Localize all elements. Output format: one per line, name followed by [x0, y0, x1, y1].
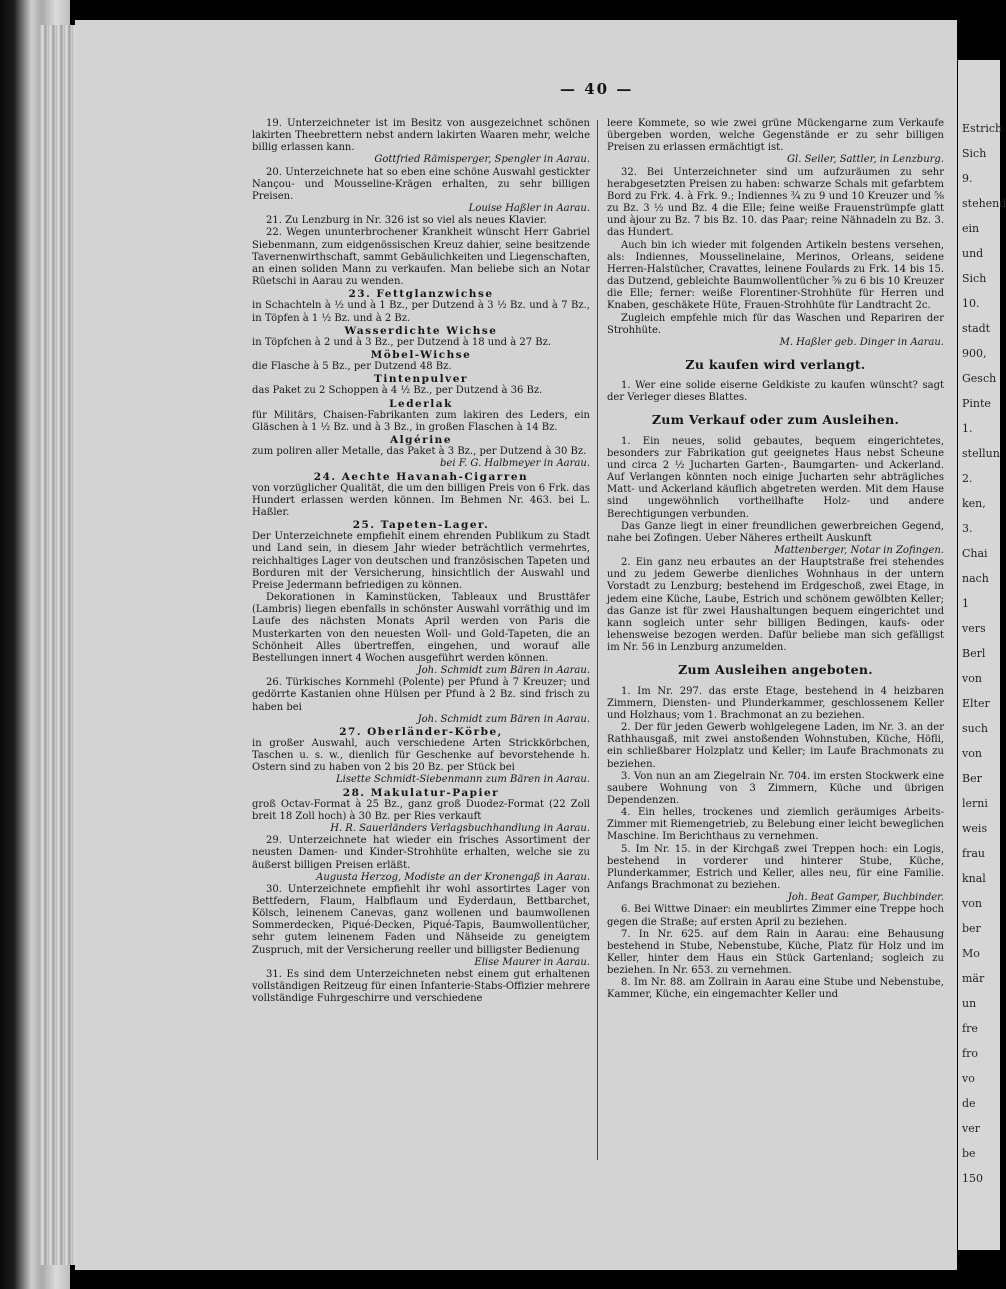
left-paragraph: Dekorationen in Kaminstücken, Tableaux und Brusttäfer (Lambris) liegen ebenfalls in schönster Auswahl vorräthig und im Laufe des nächsten Monats April werden von Paris die Musterkarten von den neuesten Woll- und Gold-Tapeten, die an Schönheit Alles übertreffen, eingehen, und worauf alle Bestellungen innert 4 Wochen ausgeführt werden können.	[252, 592, 590, 664]
adjacent-page-text: stellun	[962, 447, 1000, 460]
right-paragraph: 4. Ein helles, trockenes und ziemlich geräumiges Arbeits-Zimmer mit Riemengetrieb, zu Belebung einer leicht beweglichen Maschine. Im Berichthaus zu vernehmen.	[607, 807, 944, 843]
left-advert-heading: 24. Aechte Havanah-Cigarren	[313, 470, 529, 483]
right-paragraph: 8. Im Nr. 88. am Zollrain in Aarau eine Stube und Nebenstube, Kammer, Küche, ein eingemachter Keller und	[607, 977, 944, 1001]
left-advert-heading: 27. Oberländer-Körbe,	[339, 725, 503, 738]
right-paragraph: 5. Im Nr. 15. in der Kirchgaß zwei Treppen hoch: ein Logis, bestehend in vorderer und hinterer Stube, Küche, Plunderkammer, Estrich und Keller, alles neu, für eine Familie. Anfangs Brachmonat zu beziehen.	[607, 843, 944, 892]
adjacent-page-text: un	[962, 997, 977, 1010]
adjacent-page-text: Sich	[962, 147, 987, 160]
left-signature: H. R. Sauerländers Verlagsbuchhandlung in Aarau.	[330, 823, 590, 835]
right-signature: Mattenberger, Notar in Zofingen.	[774, 545, 944, 556]
right-paragraph: 2. Der für jeden Gewerb wohlgelegene Laden, im Nr. 3. an der Rathhausgaß, mit zwei anstoßenden Wohnstuben, Küche, Höfli, ein schließbarer Holzplatz und Keller; im Laufe Brachmonats zu beziehen.	[607, 722, 944, 770]
left-signature: Augusta Herzog, Modiste an der Kronengaß in Aarau.	[316, 871, 590, 883]
left-advert-heading: Wasserdichte Wichse	[344, 324, 498, 337]
adjacent-page-text: Gesch	[962, 372, 997, 385]
left-paragraph: das Paket zu 2 Schoppen à 4 ½ Bz., per Dutzend à 36 Bz.	[252, 385, 543, 397]
adjacent-page-text: von	[962, 897, 982, 910]
left-paragraph: 22. Wegen ununterbrochener Krankheit wünscht Herr Gabriel Siebenmann, zum eidgenössischen Kreuz dahier, seine besitzende Tavernenwirthschaft, sammt Gebäulichkeiten und Liegenschaften, an einen soliden Mann zu verkaufen. Man beliebe sich an Notar Rüetschi in Aarau zu wenden.	[252, 227, 590, 288]
left-paragraph: zum poliren aller Metalle, das Paket à 3 Bz., per Dutzend à 30 Bz.	[252, 446, 587, 458]
adjacent-page-text: Mo	[962, 947, 980, 960]
right-paragraph: 1. Wer eine solide eiserne Geldkiste zu kaufen wünscht? sagt der Verleger dieses Blattes.	[607, 380, 944, 404]
adjacent-page-text: knal	[962, 872, 986, 885]
adjacent-page-text: vo	[962, 1072, 975, 1085]
left-paragraph: 29. Unterzeichnete hat wieder ein frisches Assortiment der neusten Damen- und Kinder-Strohhüte erhalten, welche sie zu äußerst billigen Preisen erläßt.	[252, 835, 590, 871]
left-paragraph: in Schachteln à ½ und à 1 Bz., per Dutzend à 3 ½ Bz. und à 7 Bz., in Töpfen à 1 ½ Bz. und à 2 Bz.	[252, 300, 590, 324]
left-advert-heading: 25. Tapeten-Lager.	[352, 519, 490, 532]
right-paragraph: 1. Im Nr. 297. das erste Etage, bestehend in 4 heizbaren Zimmern, Diensten- und Plunderkammer, geschlossenem Keller und Holzhaus; vom 1. Brachmonat an zu beziehen.	[607, 685, 944, 721]
right-paragraph: 6. Bei Wittwe Dinaer: ein meublirtes Zimmer eine Treppe hoch gegen die Straße; auf ersten April zu beziehen.	[607, 904, 944, 928]
left-signature: Lisette Schmidt-Siebenmann zum Bären in Aarau.	[336, 774, 590, 786]
adjacent-page-text: und	[962, 247, 984, 260]
adjacent-page-text: such	[962, 722, 988, 735]
adjacent-page-text: 900,	[962, 347, 987, 360]
adjacent-page-text: ein	[962, 222, 980, 235]
adjacent-page-text: 1.	[962, 422, 973, 435]
left-column	[252, 118, 590, 1005]
right-paragraph: 32. Bei Unterzeichneter sind um aufzuräumen zu sehr herabgesetzten Preisen zu haben: schwarze Schals mit gefarbtem Bord zu Frk. 4. à Frk. 9.; Indiennes ¾ zu 9 und 10 Kreuzer und ⅝ zu Bz. 3 ½ und Bz. 4 die Elle; feine weiße Frauenstrümpfe glatt und àjour zu Bz. 7 bis Bz. 10. das Paar; reine Nähnadeln zu Bz. 3. das Hundert.	[607, 166, 944, 239]
left-paragraph: Der Unterzeichnete empfiehlt einem ehrenden Publikum zu Stadt und Land sein, in diesem Jahr wieder beträchtlich vermehrtes, reichhaltiges Lager von deutschen und französischen Tapeten und Borduren mit der Versicherung, hinsichtlich der Auswahl und Preise Jedermann befriedigen zu können.	[252, 531, 590, 591]
left-signature: Joh. Schmidt zum Bären in Aarau.	[417, 713, 590, 725]
adjacent-page-fragment	[958, 60, 1006, 1250]
left-paragraph: für Militärs, Chaisen-Fabrikanten zum lakiren des Leders, ein Gläschen à 1 ½ Bz. und à 3 Bz., in großen Flaschen à 14 Bz.	[252, 409, 590, 433]
left-signature: Gottfried Rämisperger, Spengler in Aarau.	[374, 154, 590, 166]
adjacent-page-text: mär	[962, 972, 985, 985]
right-paragraph: 7. In Nr. 625. auf dem Rain in Aarau: eine Behausung bestehend in Stube, Nebenstube, Küche, Platz für Holz und im Keller, hinter dem Haus ein Stück Gartenland; sogleich zu beziehen. In Nr. 653. zu vernehmen.	[607, 928, 944, 977]
right-signature: Joh. Beat Gamper, Buchbinder.	[787, 892, 944, 904]
adjacent-page-text: 150	[962, 1172, 983, 1185]
adjacent-page-text: 2.	[962, 472, 973, 485]
column-divider	[597, 120, 598, 1160]
right-section-heading: Zu kaufen wird verlangt.	[685, 356, 866, 372]
adjacent-page-text: stadt	[962, 322, 991, 335]
adjacent-page-text: weis	[962, 822, 988, 835]
adjacent-page-text: be	[962, 1147, 976, 1160]
left-paragraph: in Töpfchen à 2 und à 3 Bz., per Dutzend à 18 und à 27 Bz.	[252, 336, 552, 348]
adjacent-page-text: Elter	[962, 697, 990, 710]
adjacent-page-text: vers	[962, 622, 986, 635]
right-paragraph: 1. Ein neues, solid gebautes, bequem eingerichtetes, besonders zur Fabrikation gut geeignetes Haus nebst Scheune und circa 2 ½ Jucharten Garten-, Baumgarten- und Ackerland. Auf Verlangen könnten noch einige Jucharten sehr abträgliches Matt- und Ackerland käuflich abgetreten werden. Mit dem Hause sind ungewöhnlich vortheilhafte Holz- und andere Berechtigungen verbunden.	[607, 435, 944, 520]
right-section-heading: Zum Ausleihen angeboten.	[678, 662, 873, 678]
adjacent-page-text: lerni	[962, 797, 988, 810]
adjacent-page-text: ver	[962, 1122, 980, 1135]
adjacent-page-text: 9.	[962, 172, 973, 185]
left-advert-heading: Algérine	[390, 434, 452, 447]
adjacent-page-text: von	[962, 672, 982, 685]
left-advert-heading: 23. Fettglanzwichse	[348, 288, 494, 301]
left-paragraph: 30. Unterzeichnete empfiehlt ihr wohl assortirtes Lager von Bettfedern, Flaum, Halbflaum und Eyderdaun, Bettbarchet, Kölsch, leinenem Canevas, ganz wollenen und baumwollenen Sommerdecken, Piqué-Decken, Piqué-Tapis, Baumwollentücher, sehr gutem leinenem Faden und Nähseide zu geneigtem Zuspruch, mit der Versicherung reeller und billigster Bedienung	[252, 883, 590, 956]
adjacent-page-text: Sich	[962, 272, 987, 285]
adjacent-page-text: fre	[962, 1022, 978, 1035]
left-paragraph: groß Octav-Format à 25 Bz., ganz groß Duodez-Format (22 Zoll breit 18 Zoll hoch) à 30 Bz. per Ries verkauft	[252, 798, 590, 822]
right-column	[607, 118, 944, 1002]
right-signature: M. Haßler geb. Dinger in Aarau.	[779, 336, 944, 348]
adjacent-page-text: ber	[962, 922, 981, 935]
adjacent-page-text: Chai	[962, 547, 988, 560]
right-paragraph: leere Kommete, so wie zwei grüne Mückengarne zum Verkaufe übergeben worden, welche Gegenstände er zu sehr billigen Preisen zu erlassen ermächtigt ist.	[607, 118, 944, 154]
left-paragraph: 20. Unterzeichnete hat so eben eine schöne Auswahl gestickter Nançou- und Mousseline-Krägen erhalten, zu sehr billigen Preisen.	[252, 166, 590, 202]
left-signature: Louise Haßler in Aarau.	[468, 203, 590, 215]
left-paragraph: 31. Es sind dem Unterzeichneten nebst einem gut erhaltenen vollständigen Reitzeug für einen Infanterie-Stabs-Offizier mehrere vollständige Fuhrgeschirre und verschiedene	[252, 968, 590, 1005]
right-paragraph: Auch bin ich wieder mit folgenden Artikeln bestens versehen, als: Indiennes, Mousselinelaine, Merinos, Orleans, seidene Herren-Halstücher, Cravattes, leinene Foulards zu Frk. 14 bis 15. das Dutzend, gebleichte Baumwollentücher ⅝ zu 6 bis 10 Kreuzer die Elle; ferner: weiße Florentiner-Strohhüte für Herren und Knaben, geschäkete Hüte, Frauen-Strohhüte für Landtracht 2c.	[607, 239, 944, 312]
right-paragraph: Zugleich empfehle mich für das Waschen und Repariren der Strohhüte.	[607, 312, 944, 336]
adjacent-page-text: ken,	[962, 497, 986, 510]
left-paragraph: 26. Türkisches Kornmehl (Polente) per Pfund à 7 Kreuzer; und gedörrte Kastanien ohne Hülsen per Pfund à 2 Bz. sind frisch zu haben bei	[252, 677, 590, 713]
adjacent-page-text: de	[962, 1097, 976, 1110]
left-paragraph: 19. Unterzeichneter ist im Besitz von ausgezeichnet schönen lakirten Theebrettern nebst andern lakirten Waaren mehr, welche billig erlassen kann.	[252, 118, 590, 154]
page-number: — 40 —	[560, 80, 634, 98]
left-advert-heading: Möbel-Wichse	[370, 348, 472, 361]
adjacent-page-text: Ber	[962, 772, 982, 785]
adjacent-page-text: nach	[962, 572, 989, 585]
adjacent-page-text: Estrich	[962, 122, 1003, 135]
left-advert-heading: Tintenpulver	[374, 373, 468, 386]
left-paragraph: von vorzüglicher Qualität, die um den billigen Preis von 6 Frk. das Hundert erlassen werden können. Im Behmen Nr. 463. bei L. Haßler.	[252, 482, 590, 518]
right-paragraph: Das Ganze liegt in einer freundlichen gewerbreichen Gegend, nahe bei Zofingen. Ueber Näheres ertheilt Auskunft	[607, 520, 944, 544]
left-advert-heading: 28. Makulatur-Papier	[342, 786, 500, 799]
left-paragraph: in großer Auswahl, auch verschiedene Arten Strickkörbchen, Taschen u. s. w., dienlich für Geschenke auf bevorstehende h. Ostern sind zu haben von 2 bis 20 Bz. per Stück bei	[252, 737, 590, 774]
adjacent-page-text: 3.	[962, 522, 973, 535]
left-advert-heading: Lederlak	[389, 397, 453, 410]
right-paragraph: 2. Ein ganz neu erbautes an der Hauptstraße frei stehendes und zu jedem Gewerbe dienliches Wohnhaus in der untern Vorstadt zu Lenzburg; bestehend im Erdgeschoß, zwei Etage, in jedem eine Küche, Laube, Estrich und schönem gewölbten Keller; das Ganze ist für zwei Haushaltungen bequem eingerichtet und kann sogleich unter sehr billigen Bedingen, kaufs- oder lehensweise bezogen werden. Dafür beliebe man sich gefälligst im Nr. 56 in Lenzburg anzumelden.	[607, 557, 944, 654]
adjacent-page-text: stehend	[962, 197, 1006, 210]
adjacent-page-text: frau	[962, 847, 985, 860]
left-signature: bei F. G. Halbmeyer in Aarau.	[440, 458, 590, 470]
left-paragraph: die Flasche à 5 Bz., per Dutzend 48 Bz.	[252, 361, 452, 373]
adjacent-page-text: 1	[962, 597, 969, 610]
adjacent-page-text: Berl	[962, 647, 986, 660]
right-section-heading: Zum Verkauf oder zum Ausleihen.	[651, 412, 900, 428]
right-signature: Gl. Seiler, Sattler, in Lenzburg.	[787, 154, 944, 166]
left-paragraph: 21. Zu Lenzburg in Nr. 326 ist so viel als neues Klavier.	[266, 215, 547, 227]
adjacent-page-text: Pinte	[962, 397, 991, 410]
adjacent-page-text: von	[962, 747, 982, 760]
right-paragraph: 3. Von nun an am Ziegelrain Nr. 704. im ersten Stockwerk eine saubere Wohnung von 3 Zimmern, Küche und übrigen Dependenzen.	[607, 770, 944, 806]
left-signature: Joh. Schmidt zum Bären in Aarau.	[417, 665, 590, 677]
page-edges	[40, 25, 80, 1265]
adjacent-page-text: 10.	[962, 297, 980, 310]
left-signature: Elise Maurer in Aarau.	[474, 956, 590, 968]
adjacent-page-text: fro	[962, 1047, 978, 1060]
